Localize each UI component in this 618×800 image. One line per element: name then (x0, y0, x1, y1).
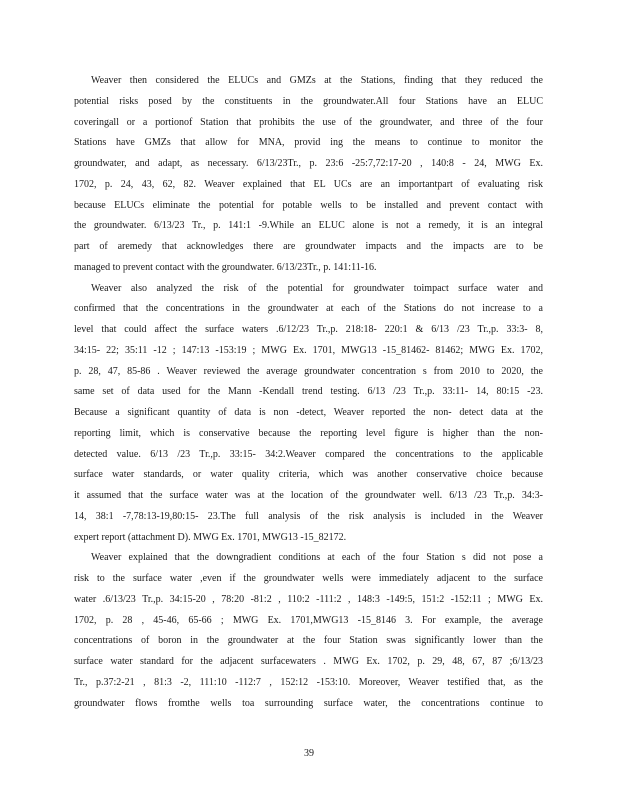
text-line: level that could affect the surface waters .6/12/23 Tr.,p. 218:18- 220:1 & 6/13 /23 Tr.,p. 33:3- 8, (74, 324, 543, 335)
text-line: Tr., p.37:2-21 , 81:3 -2, 111:10 -112:7 , 152:12 -153:10. Moreover, Weaver testified that, as the (74, 676, 543, 688)
text-line: 14, 38:1 -7,78:13-19,80:15- 23.The full analysis of the risk analysis is included in the Weaver (74, 510, 543, 522)
paragraph-2 (74, 279, 543, 549)
text-line: reporting limit, which is conservative because the reporting level figure is higher than the non- (74, 427, 543, 439)
text-line: surface water standard for the adjacent surfacewaters . MWG Ex. 1702, p. 29, 48, 67, 87 ;6/13/23 (74, 656, 543, 667)
text-line: Because a significant quantity of data is non -detect, Weaver reported the non- detect data at the (74, 407, 543, 418)
text-line: the groundwater. 6/13/23 Tr., p. 141:1 -9.While an ELUC alone is not a remedy, it is an integral (74, 220, 543, 232)
text-line: it assumed that the surface water was at the location of the groundwater well. 6/13 /23 Tr.,p. 34:3- (74, 490, 543, 501)
text-line: 1702, p. 24, 43, 62, 82. Weaver explained that EL UCs are an importantpart of evaluating risk (74, 178, 543, 190)
text-line: Stations have GMZs that allow for MNA, provid ing the means to continue to monitor the (74, 137, 543, 149)
text-line: groundwater, and adapt, as necessary. 6/13/23Tr., p. 23:6 -25:7,72:17-20 , 140:8 - 24, MWG Ex. (74, 158, 543, 169)
body-text (74, 71, 543, 714)
text-line: coveringall or a portionof Station that prohibits the use of the groundwater, and three of the four (74, 116, 543, 128)
text-line: p. 28, 47, 85-86 . Weaver reviewed the average groundwater concentration s from 2010 to 2020, the (74, 365, 543, 377)
text-line: same set of data used for the Mann -Kendall trend testing. 6/13 /23 Tr.,p. 33:11- 14, 80:15 -23. (74, 386, 543, 398)
text-line: risk to the surface water ,even if the groundwater wells were immediately adjacent to the surface (74, 573, 543, 584)
text-line: because ELUCs eliminate the potential for potable wells to be installed and prevent contact with (74, 199, 543, 211)
text-line: groundwater flows fromthe wells toa surrounding surface water, the concentrations continue to (74, 697, 543, 709)
text-line: water .6/13/23 Tr.,p. 34:15-20 , 78:20 -81:2 , 110:2 -111:2 , 148:3 -149:5, 151:2 -152:11 ; MWG Ex. (74, 593, 543, 605)
text-line: surface water standards, or water quality criteria, which was another conservative choice because (74, 469, 543, 481)
text-line: 34:15- 22; 35:11 -12 ; 147:13 -153:19 ; MWG Ex. 1701, MWG13 -15_81462- 81462; MWG Ex. 1702, (74, 344, 543, 356)
text-line: concentrations of boron in the groundwater at the four Station swas significantly lower than the (74, 635, 543, 647)
paragraph-1 (74, 71, 543, 279)
text-line: 1702, p. 28 , 45-46, 65-66 ; MWG Ex. 1701,MWG13 -15_8146 3. For example, the average (74, 614, 543, 626)
text-line: potential risks posed by the constituents in the groundwater.All four Stations have an ELUC (74, 95, 543, 107)
paragraph-3 (74, 548, 543, 714)
page-number: 39 (304, 748, 314, 759)
text-line: detected value. 6/13 /23 Tr.,p. 33:15- 34:2.Weaver compared the concentrations to the applicable (74, 448, 543, 460)
text-line: Weaver then considered the ELUCs and GMZs at the Stations, finding that they reduced the (91, 75, 543, 86)
text-line: Weaver explained that the downgradient conditions at each of the four Station s did not pose a (91, 552, 543, 564)
text-line: managed to prevent contact with the groundwater. 6/13/23Tr., p. 141:11-16. (74, 261, 377, 273)
text-line: confirmed that the concentrations in the groundwater at each of the Stations do not increase to a (74, 303, 543, 315)
text-line: Weaver also analyzed the risk of the potential for groundwater toimpact surface water and (91, 282, 543, 294)
text-line: part of aremedy that acknowledges there are groundwater impacts and the impacts are to be (74, 241, 543, 252)
text-line: expert report (attachment D). MWG Ex. 1701, MWG13 -15_82172. (74, 531, 347, 543)
